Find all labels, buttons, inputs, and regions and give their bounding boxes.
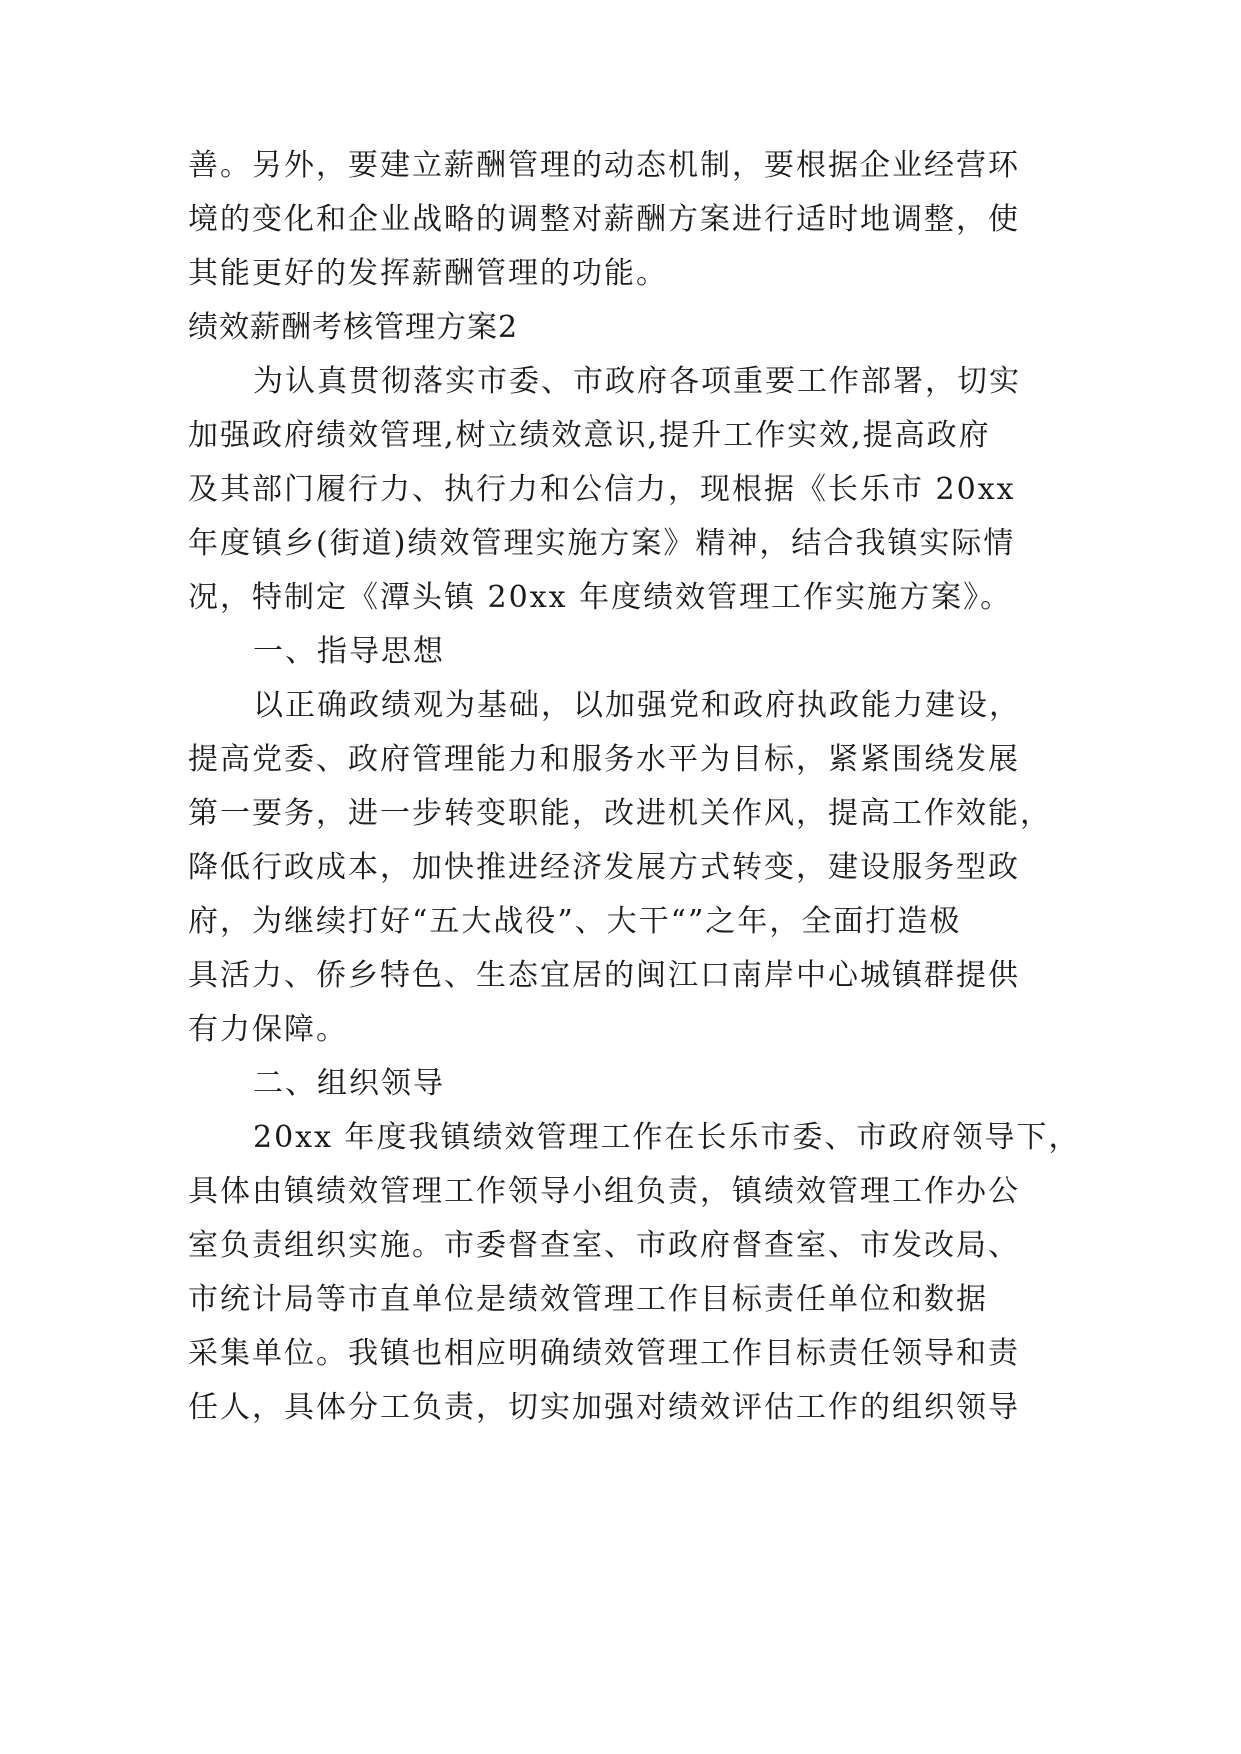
paragraph-line: 20xx 年度我镇绩效管理工作在长乐市委、市政府领导下， [253, 1120, 1081, 1155]
section-title: 绩效薪酬考核管理方案2 [188, 310, 519, 345]
paragraph-line: 为认真贯彻落实市委、市政府各项重要工作部署，切实 [253, 364, 1021, 399]
paragraph-line: 任人，具体分工负责，切实加强对绩效评估工作的组织领导 [188, 1390, 1020, 1425]
paragraph-line: 府，为继续打好“五大战役”、大干“”之年，全面打造极 [188, 904, 962, 939]
paragraph-line: 况，特制定《潭头镇 20xx 年度绩效管理工作实施方案》。 [188, 580, 1013, 615]
paragraph-line: 善。另外，要建立薪酬管理的动态机制，要根据企业经营环 [188, 148, 1020, 183]
paragraph-line: 其能更好的发挥薪酬管理的功能。 [188, 256, 668, 291]
paragraph-line: 年度镇乡(街道)绩效管理实施方案》精神，结合我镇实际情 [188, 526, 1016, 561]
paragraph-line: 有力保障。 [188, 1012, 348, 1047]
paragraph-line: 第一要务，进一步转变职能，改进机关作风，提高工作效能， [188, 796, 1052, 831]
paragraph-line: 具体由镇绩效管理工作领导小组负责，镇绩效管理工作办公 [188, 1174, 1020, 1209]
paragraph-line: 市统计局等市直单位是绩效管理工作目标责任单位和数据 [188, 1282, 988, 1317]
paragraph-line: 室负责组织实施。市委督查室、市政府督查室、市发改局、 [188, 1228, 1020, 1263]
section-heading-guiding-ideology: 一、指导思想 [253, 634, 445, 669]
paragraph-line: 加强政府绩效管理,树立绩效意识,提升工作实效,提高政府 [188, 418, 991, 453]
paragraph-line: 采集单位。我镇也相应明确绩效管理工作目标责任领导和责 [188, 1336, 1020, 1371]
paragraph-line: 降低行政成本，加快推进经济发展方式转变，建设服务型政 [188, 850, 1020, 885]
section-heading-organization: 二、组织领导 [253, 1066, 445, 1101]
paragraph-line: 提高党委、政府管理能力和服务水平为目标，紧紧围绕发展 [188, 742, 1020, 777]
paragraph-line: 以正确政绩观为基础，以加强党和政府执政能力建设， [253, 688, 1021, 723]
paragraph-line: 境的变化和企业战略的调整对薪酬方案进行适时地调整，使 [188, 202, 1020, 237]
paragraph-line: 及其部门履行力、执行力和公信力，现根据《长乐市 20xx [188, 472, 1016, 507]
paragraph-line: 具活力、侨乡特色、生态宜居的闽江口南岸中心城镇群提供 [188, 958, 1020, 993]
